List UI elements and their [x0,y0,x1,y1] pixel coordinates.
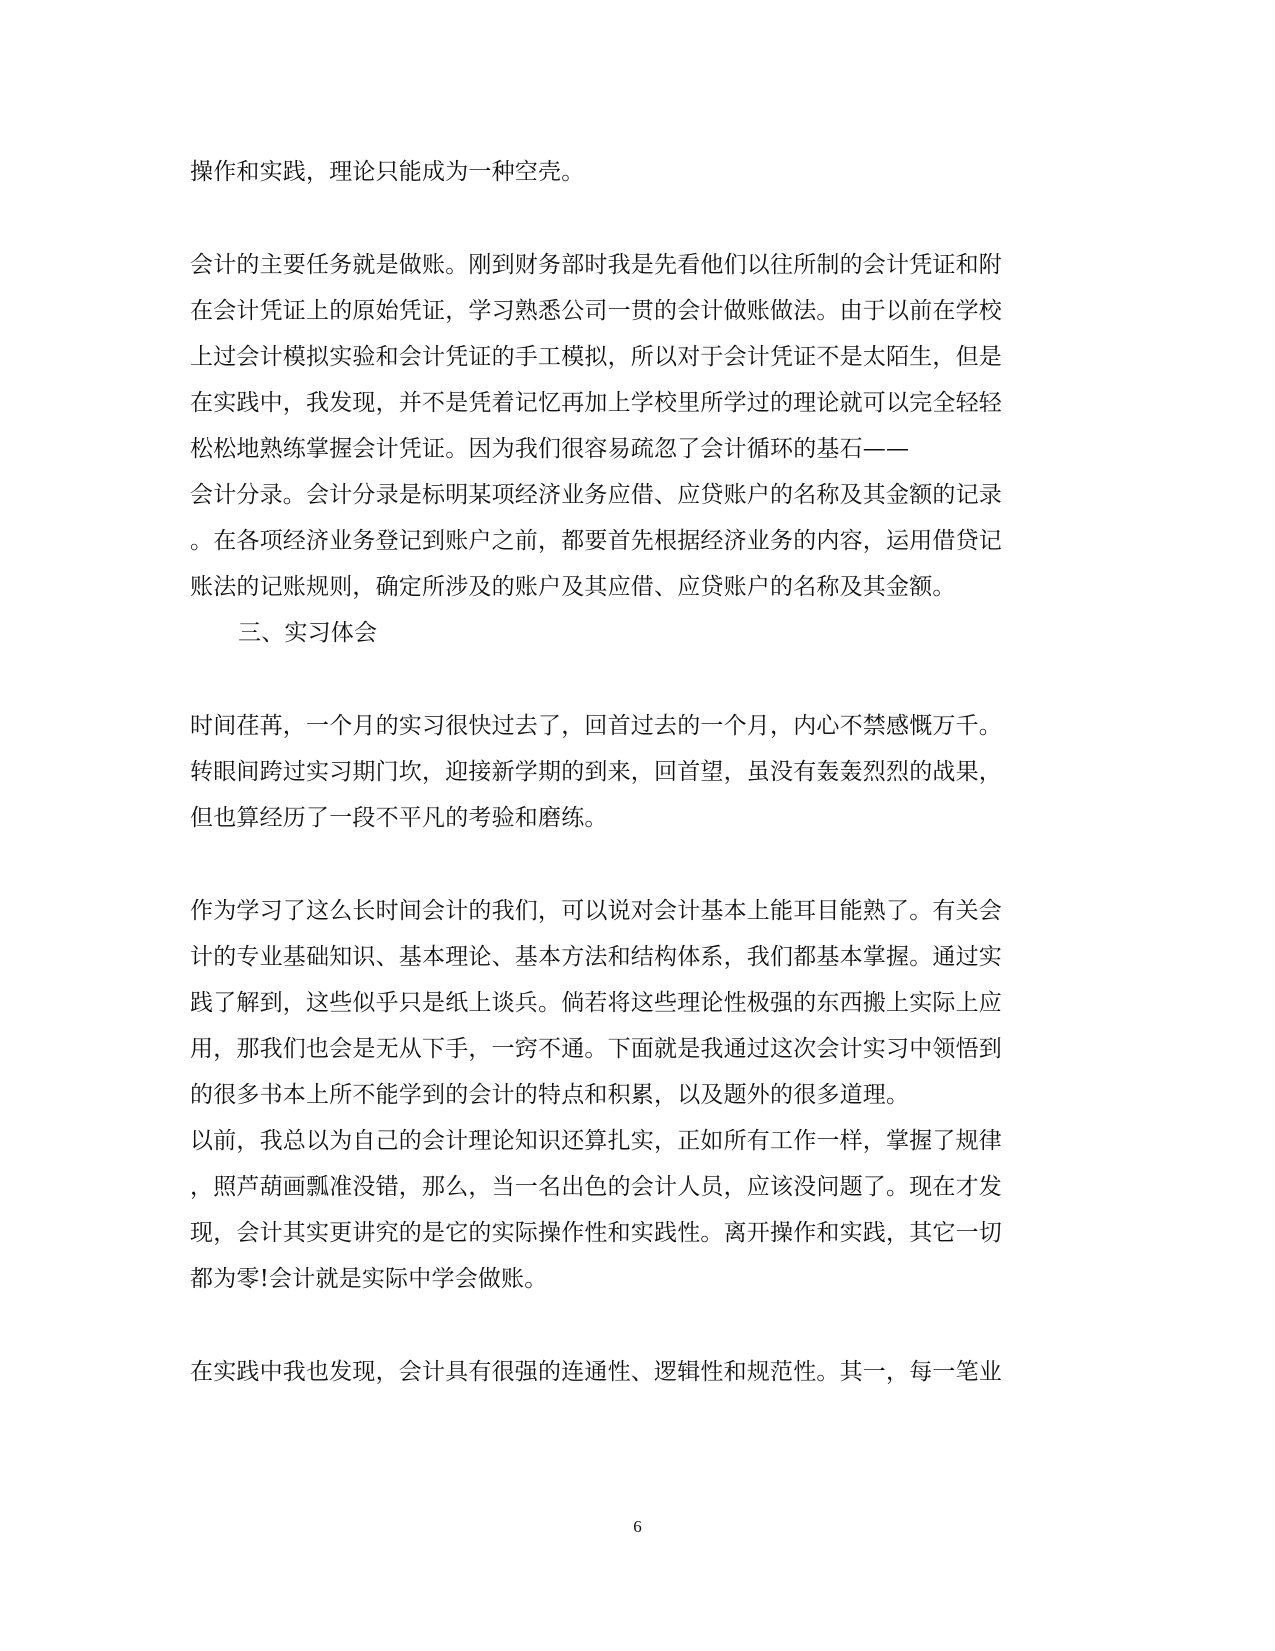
text-line: 会计分录。会计分录是标明某项经济业务应借、应贷账户的名称及其金额的记录 [190,482,1002,508]
text-line: 现，会计其实更讲究的是它的实际操作性和实践性。离开操作和实践，其它一切 [190,1220,1002,1246]
text-line: 在实践中，我发现，并不是凭着记忆再加上学校里所学过的理论就可以完全轻轻 [190,390,1002,416]
text-line: 以前，我总以为自己的会计理论知识还算扎实，正如所有工作一样，掌握了规律 [190,1128,1002,1154]
text-line: 在会计凭证上的原始凭证，学习熟悉公司一贯的会计做账做法。由于以前在学校 [190,298,1002,324]
text-line: 但也算经历了一段不平凡的考验和磨练。 [190,805,608,831]
text-line: 上过会计模拟实验和会计凭证的手工模拟，所以对于会计凭证不是太陌生，但是 [190,344,1002,370]
text-line: 在实践中我也发现，会计具有很强的连通性、逻辑性和规范性。其一，每一笔业 [190,1359,1002,1385]
text-line: 会计的主要任务就是做账。刚到财务部时我是先看他们以往所制的会计凭证和附 [190,252,1002,278]
text-line: 时间荏苒，一个月的实习很快过去了，回首过去的一个月，内心不禁感慨万千。 [190,713,1002,739]
text-line: 用，那我们也会是无从下手，一窍不通。下面就是我通过这次会计实习中领悟到 [190,1036,1002,1062]
text-line: 践了解到，这些似乎只是纸上谈兵。倘若将这些理论性极强的东西搬上实际上应 [190,990,1002,1016]
text-line: 计的专业基础知识、基本理论、基本方法和结构体系，我们都基本掌握。通过实 [190,944,1002,970]
text-line: 账法的记账规则，确定所涉及的账户及其应借、应贷账户的名称及其金额。 [190,574,956,600]
page-number: 6 [633,1517,642,1536]
text-line: 松松地熟练掌握会计凭证。因为我们很容易疏忽了会计循环的基石—— [190,436,910,462]
text-line: 的很多书本上所不能学到的会计的特点和积累，以及题外的很多道理。 [190,1082,910,1108]
text-line: 操作和实践，理论只能成为一种空壳。 [190,159,585,185]
text-line: ，照芦葫画瓢准没错，那么，当一名出色的会计人员，应该没问题了。现在才发 [190,1174,1002,1200]
text-line: 都为零!会计就是实际中学会做账。 [190,1266,548,1292]
text-line: 作为学习了这么长时间会计的我们，可以说对会计基本上能耳目能熟了。有关会 [190,898,1002,924]
section-heading: 三、实习体会 [238,620,378,646]
text-line: 。在各项经济业务登记到账户之前，都要首先根据经济业务的内容，运用借贷记 [190,528,1002,554]
text-line: 转眼间跨过实习期门坎，迎接新学期的到来，回首望，虽没有轰轰烈烈的战果， [190,759,1002,785]
